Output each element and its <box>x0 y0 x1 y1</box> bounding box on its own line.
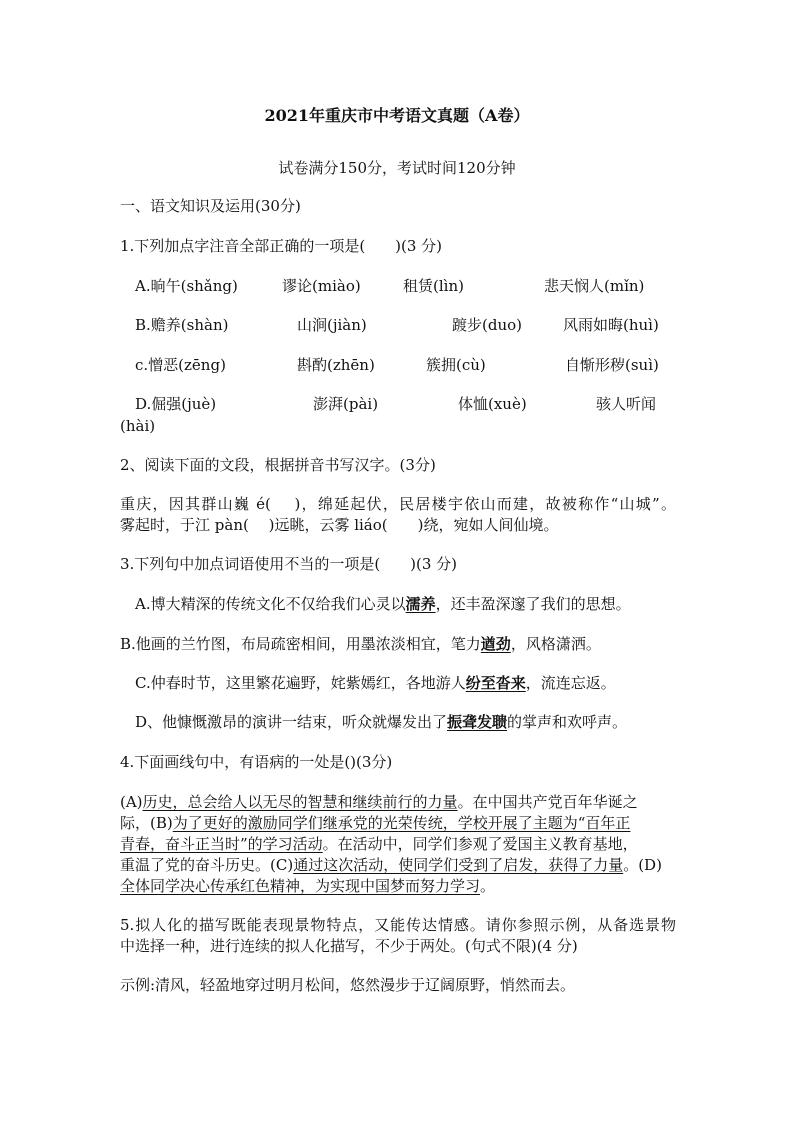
q1-option-a-item-1: A.晌午(shǎng) <box>135 277 238 295</box>
q1-option-a-item-4: 悲天悯人(mǐn) <box>544 277 645 295</box>
q4-label-a: (A) <box>120 793 143 811</box>
q1-option-a-item-2: 谬论(miào) <box>282 277 361 295</box>
q1-option-c-item-4: 自惭形秽(suì) <box>565 356 659 374</box>
q1-option-d-item-4: 骇人听闻 <box>596 395 657 413</box>
q4-sentence-b-cont: 青春，奋斗正当时”的学习活动 <box>120 835 323 853</box>
q4-passage-line-3 <box>120 834 638 854</box>
q4-label-b: 际，(B) <box>120 814 173 832</box>
question-1-stem: 1.下列加点字注音全部正确的一项是( )(3 分) <box>120 237 443 255</box>
question-2-stem: 2、阅读下面的文段，根据拼音书写汉字。(3分) <box>120 456 436 474</box>
q1-option-d-item-2: 澎湃(pài) <box>313 395 379 413</box>
question-5-stem-line-2: 中选择一种，进行连续的拟人化描写，不少于两处。(句式不限)(4 分) <box>120 937 578 955</box>
q3-option-a-tail: ，还丰盈深邃了我们的思想。 <box>435 595 631 613</box>
q4-text: 。在中国共产党百年华诞之 <box>457 793 638 811</box>
q3-option-b <box>120 634 601 654</box>
q4-label-d: 。(D) <box>623 856 662 874</box>
q1-option-c-item-2: 斟酌(zhēn) <box>297 356 375 374</box>
q3-option-a-keyword: 濡养 <box>405 595 436 613</box>
q3-option-d-text: D、他慷慨激昂的演讲一结束，听众就爆发出了 <box>135 713 448 731</box>
q3-option-c-tail: ，流连忘返。 <box>525 674 616 692</box>
question-5-stem-line-1: 5.拟人化的描写既能表现景物特点，又能传达情感。请你参照示例，从备选景物 <box>120 916 676 934</box>
q3-option-b-text: B.他画的兰竹图，布局疏密相间，用墨浓淡相宜，笔力 <box>120 635 481 653</box>
q4-label-c: 重温了党的奋斗历史。(C) <box>120 856 294 874</box>
q4-passage-line-1 <box>120 792 638 812</box>
q1-option-b-item-3: 踱步(duo) <box>452 316 522 334</box>
page-title: 2021年重庆市中考语文真题（A卷） <box>264 106 530 125</box>
q3-option-d-keyword: 振聋发聩 <box>447 713 508 731</box>
q3-option-a-text: A.博大精深的传统文化不仅给我们心灵以 <box>135 595 406 613</box>
q1-option-d-item-3: 体恤(xuè) <box>458 395 527 413</box>
q4-text: 。 <box>480 877 496 895</box>
q1-option-a-item-3: 租赁(lìn) <box>403 277 464 295</box>
question-3-stem: 3.下列句中加点词语使用不当的一项是( )(3 分) <box>120 555 458 573</box>
section-heading: 一、语文知识及运用(30分) <box>120 197 301 215</box>
q3-option-a <box>135 594 631 614</box>
q1-option-b-item-1: B.赡养(shàn) <box>135 316 229 334</box>
exam-info: 试卷满分150分，考试时间120分钟 <box>278 159 516 177</box>
q1-option-d-wrap: (hài) <box>120 417 156 435</box>
q4-sentence-c: 通过这次活动，使同学们受到了启发，获得了力量 <box>293 856 624 874</box>
q3-option-c-text: C.仲春时节，这里繁花遍野，姹紫嫣红，各地游人 <box>135 674 466 692</box>
q4-text: 。在活动中，同学们参观了爱国主义教育基地， <box>322 835 638 853</box>
q4-passage-line-5 <box>120 876 495 896</box>
q2-passage-line-2: 雾起时，于江 pàn( )远眺，云雾 liáo( )绕，宛如人间仙境。 <box>120 516 559 534</box>
q1-option-b-item-4: 风雨如晦(huì) <box>563 316 659 334</box>
q1-option-b-item-2: 山涧(jiàn) <box>297 316 367 334</box>
q4-passage-line-4 <box>120 855 662 875</box>
q3-option-c <box>135 673 616 693</box>
q2-passage-line-1: 重庆，因其群山巍 é( )，绵延起伏，民居楼宇依山而建，故被称作“山城”。 <box>120 495 676 513</box>
question-4-stem: 4.下面画线句中，有语病的一处是()(3分) <box>120 753 393 771</box>
q4-sentence-d: 全体同学决心传承红色精神，为实现中国梦而努力学习 <box>120 877 481 895</box>
q3-option-d-tail: 的掌声和欢呼声。 <box>507 713 628 731</box>
q4-passage-line-2 <box>120 813 630 833</box>
q5-example: 示例:清风，轻盈地穿过明月松间，悠然漫步于辽阔原野，悄然而去。 <box>120 976 576 994</box>
q4-sentence-a: 历史，总会给人以无尽的智慧和继续前行的力量 <box>142 793 458 811</box>
q3-option-b-keyword: 遒劲 <box>480 635 511 653</box>
q1-option-c-item-3: 簇拥(cù) <box>426 356 486 374</box>
q3-option-b-tail: ，风格潇洒。 <box>510 635 601 653</box>
q3-option-c-keyword: 纷至沓来 <box>465 674 526 692</box>
q4-sentence-b: 为了更好的激励同学们继承党的光荣传统，学校开展了主题为“百年正 <box>172 814 631 832</box>
q1-option-c-item-1: c.憎恶(zēng) <box>135 356 226 374</box>
q3-option-d <box>135 712 627 732</box>
q1-option-d-item-1: D.倔强(juè) <box>135 395 217 413</box>
